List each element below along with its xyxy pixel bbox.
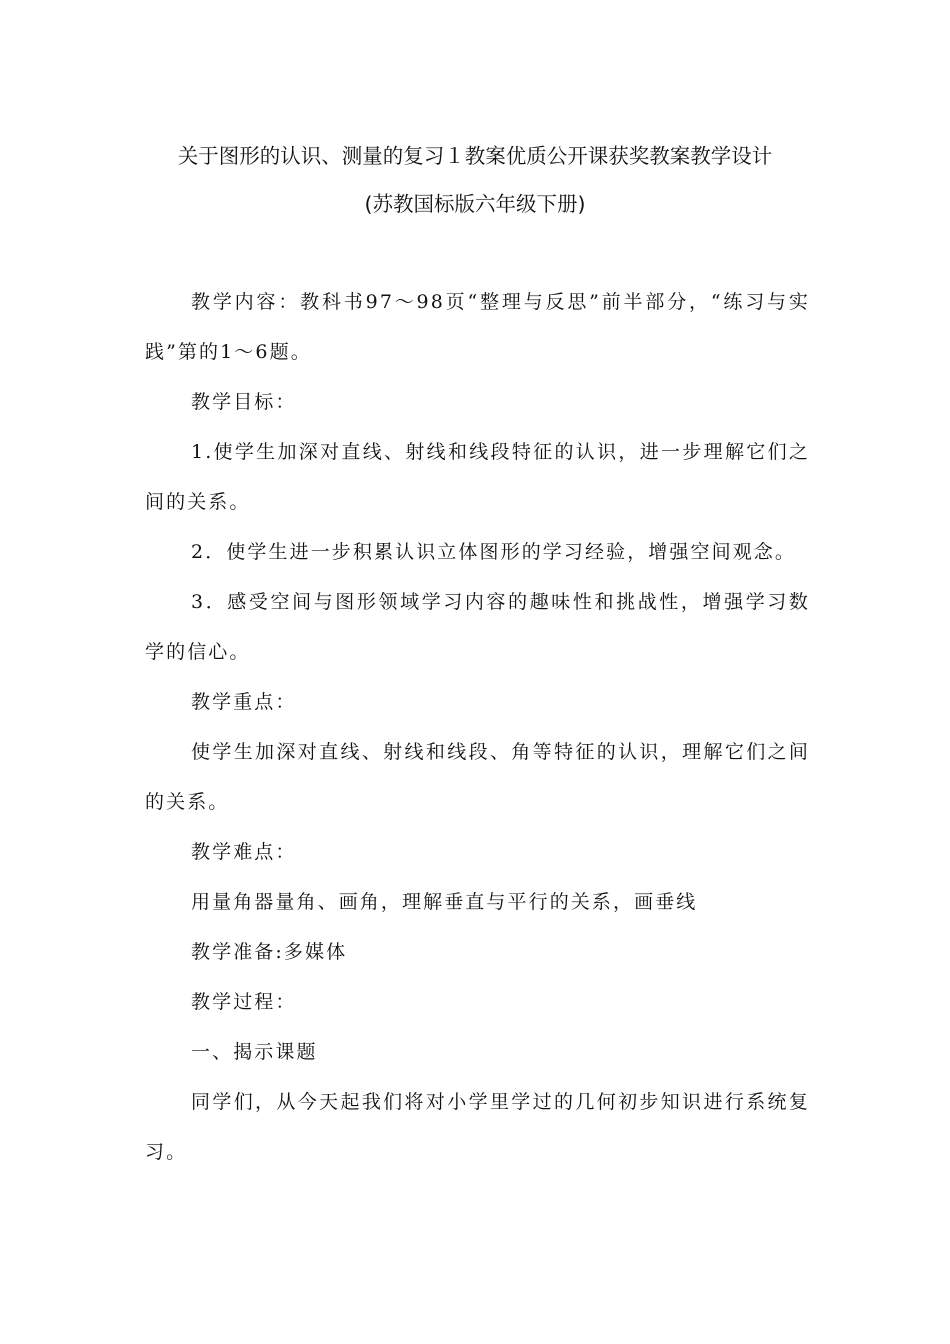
heading-teaching-difficulty: 教学难点： — [191, 841, 297, 863]
objective-item-1: 1.使学生加深对直线、射线和线段特征的认识，进一步理解它们之间的关系。 — [145, 441, 810, 513]
heading-teaching-objectives: 教学目标： — [191, 391, 297, 413]
title-line-main: 关于图形的认识、测量的复习１教案优质公开课获奖教案教学设计 — [177, 144, 773, 168]
document-title — [0, 132, 950, 228]
document-body — [145, 277, 810, 1177]
paragraph-intro: 同学们，从今天起我们将对小学里学过的几何初步知识进行系统复习。 — [145, 1091, 810, 1163]
paragraph-teaching-preparation: 教学准备:多媒体 — [191, 941, 348, 963]
title-line-subtitle: (苏教国标版六年级下册) — [364, 192, 586, 216]
heading-teaching-focus: 教学重点： — [191, 691, 297, 713]
section-heading-1: 一、揭示课题 — [191, 1041, 318, 1063]
paragraph-teaching-focus: 使学生加深对直线、射线和线段、角等特征的认识，理解它们之间的关系。 — [145, 741, 810, 813]
paragraph-teaching-content: 教学内容：教科书97～98页“整理与反思”前半部分，“练习与实践”第的1～6题。 — [145, 291, 810, 363]
objective-item-3: 3．感受空间与图形领域学习内容的趣味性和挑战性，增强学习数学的信心。 — [145, 591, 810, 663]
objective-item-2: 2．使学生进一步积累认识立体图形的学习经验，增强空间观念。 — [191, 541, 796, 563]
heading-teaching-process: 教学过程： — [191, 991, 297, 1013]
paragraph-teaching-difficulty: 用量角器量角、画角，理解垂直与平行的关系，画垂线 — [191, 891, 698, 913]
